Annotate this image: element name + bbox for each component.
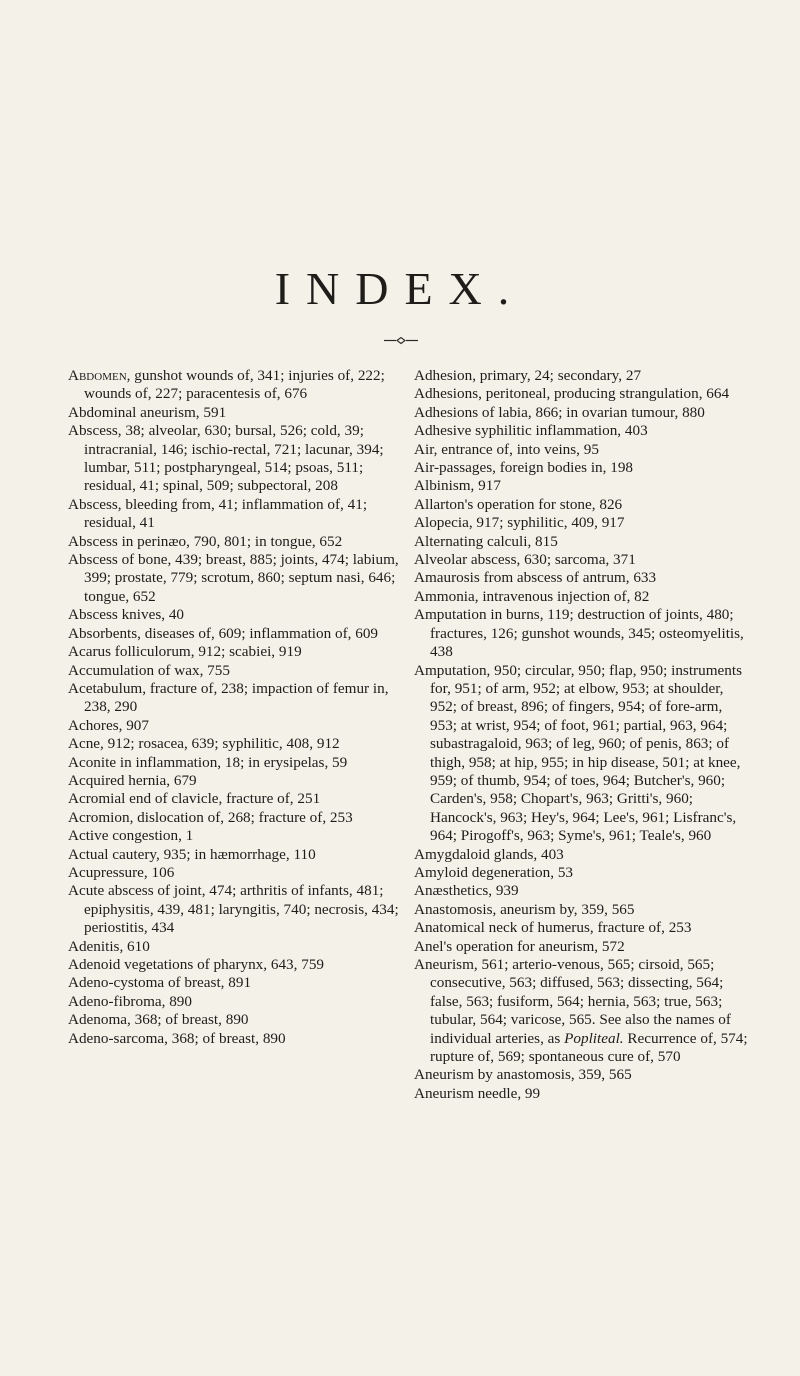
index-entry-text: Anastomosis, aneurism by, 359, 565 [414,900,635,918]
index-entry [68,717,404,735]
index-entry-text: Acupressure, 106 [68,863,175,881]
page-title: INDEX. [274,263,526,314]
index-entry-text: gunshot wounds of, 341; injuries of, 222; wounds of, 227; paracentesis of, 676 [84,367,385,403]
index-column-left [68,367,404,1048]
index-entry-text: Adeno-sarcoma, 368; of breast, 890 [68,1029,286,1047]
index-entry-text: Alternating calculi, 815 [414,532,558,550]
index-entry-text: Absorbents, diseases of, 609; inflammation of, 609 [68,624,379,642]
index-entry-text: Amygdaloid glands, 403 [414,845,564,863]
index-entry-text: Abscess of bone, 439; breast, 885; joints, 474; labium, 399; prostate, 779; scrotum, 860; septum nasi, 646; tongue, 652 [68,551,399,605]
index-entry [68,551,404,606]
index-entry [68,404,404,422]
index-entry [414,864,750,882]
index-entry [414,459,750,477]
index-entry-text: Aneurism, 561; arterio-venous, 565; cirsoid, 565; consecutive, 563; diffused, 563; dissecting, 564; false, 563; fusiform, 564; hernia, 563; true, 563; tubular, 564; varicose, 565. See also the names of individual arteries, as [414,956,731,1047]
index-entry [68,606,404,624]
index-entry [414,1085,750,1103]
index-entry [68,625,404,643]
index-entry-italic: Popliteal. [564,1029,624,1047]
index-entry [68,422,404,496]
index-entry [414,919,750,937]
index-entry-text: Abscess, 38; alveolar, 630; bursal, 526; cold, 39; intracranial, 146; ischio-rectal, 721; lacunar, 394; lumbar, 511; postpharyngeal, 514; psoas, 511; residual, 41; spinal, 509; subpectoral, 208 [68,422,384,495]
index-entry [68,643,404,661]
index-entry [68,882,404,937]
index-entry [414,901,750,919]
index-entry-text: Amaurosis from abscess of antrum, 633 [414,569,657,587]
index-entry-text: Achores, 907 [68,716,149,734]
index-entry [414,533,750,551]
index-entry-text: Abscess, bleeding from, 41; inflammation of, 41; residual, 41 [68,495,368,532]
index-entry [68,1011,404,1029]
index-entry [68,809,404,827]
index-entry [414,606,750,661]
index-entry-text: Amyloid degeneration, 53 [414,863,574,881]
index-entry-text: Adenitis, 610 [68,937,150,955]
index-entry [68,938,404,956]
index-entry-text: Acromial end of clavicle, fracture of, 251 [68,790,321,808]
index-entry-text: Acarus folliculorum, 912; scabiei, 919 [68,643,302,661]
index-entry-text: Adhesions, peritoneal, producing strangulation, 664 [414,385,730,403]
index-entry-text: Acute abscess of joint, 474; arthritis of infants, 481; epiphysitis, 439, 481; laryngitis, 740; necrosis, 434; periostitis, 434 [68,882,399,937]
index-entry [68,367,404,404]
index-entry-text: Amputation, 950; circular, 950; flap, 950; instruments for, 951; of arm, 952; at elbow, 953; at shoulder, 952; of breast, 896; of fingers, 954; of fore-arm, 953; at wrist, 954; of foot, 961; partial, 963, 964; subastragaloid, 963; of leg, 960; of penis, 863; of thigh, 958; at hip, 955; in hip disease, 501; at knee, 959; of thumb, 954; of toes, 964; Butcher's, 960; Carden's, 958; Chopart's, 963; Gritti's, 960; Hancock's, 963; Hey's, 964; Lee's, 961; Lisfranc's, 964; Pirogoff's, 963; Syme's, 961; Teale's, 960 [414,661,742,845]
index-entry [68,827,404,845]
index-entry [414,588,750,606]
index-entry [414,514,750,532]
index-entry-text: Ammonia, intravenous injection of, 82 [414,587,650,605]
index-entry-text: Adeno-fibroma, 890 [68,992,192,1010]
index-entry [414,551,750,569]
index-entry-head: Abdomen, [68,367,131,384]
index-entry [414,1066,750,1084]
index-entry [414,404,750,422]
index-entry [68,1030,404,1048]
index-entry-text: Actual cautery, 935; in hæmorrhage, 110 [68,845,316,863]
index-entry-text: Active congestion, 1 [68,827,194,845]
index-column-right [414,367,750,1103]
index-entry [68,790,404,808]
index-entry-text: Alveolar abscess, 630; sarcoma, 371 [414,551,636,569]
index-entry-text: Acne, 912; rosacea, 639; syphilitic, 408, 912 [68,735,340,753]
index-entry-text: Aneurism needle, 99 [414,1084,541,1102]
index-entry-text: Aneurism by anastomosis, 359, 565 [414,1066,632,1084]
index-entry [414,882,750,900]
index-entry [414,477,750,495]
index-entry-text: Adhesive syphilitic inflammation, 403 [414,422,648,440]
index-entry [68,864,404,882]
index-entry-text: Acquired hernia, 679 [68,771,197,789]
index-entry-text: Albinism, 917 [414,477,501,495]
index-entry [68,772,404,790]
index-entry [68,846,404,864]
index-entry [68,496,404,533]
index-entry [414,938,750,956]
index-entry [68,533,404,551]
index-entry-text: Abdominal aneurism, 591 [68,403,227,421]
index-entry-text: Adhesion, primary, 24; secondary, 27 [414,367,642,384]
index-entry [414,569,750,587]
index-entry-text: Abscess knives, 40 [68,606,185,624]
index-entry [414,662,750,846]
index-entry [68,735,404,753]
index-entry [414,367,750,385]
index-entry-text: Accumulation of wax, 755 [68,661,230,679]
index-entry-text: Alopecia, 917; syphilitic, 409, 917 [414,514,625,532]
index-entry-text: Air, entrance of, into veins, 95 [414,440,599,458]
index-entry [414,385,750,403]
index-entry-text: Anel's operation for aneurism, 572 [414,937,625,955]
index-entry-text: Adenoma, 368; of breast, 890 [68,1011,249,1029]
index-entry-text: Adeno-cystoma of breast, 891 [68,974,252,992]
index-entry-text-continued: Recurrence of, 574; rupture of, 569; spontaneous cure of, 570 [430,1029,748,1066]
index-entry-text: Aconite in inflammation, 18; in erysipelas, 59 [68,753,348,771]
index-entry-text: Anæsthetics, 939 [414,882,519,900]
index-entry [68,680,404,717]
index-entry-text: Acromion, dislocation of, 268; fracture of, 253 [68,808,353,826]
title-ornament [384,336,418,345]
index-entry-text: Air-passages, foreign bodies in, 198 [414,459,634,477]
index-entry-text: Adenoid vegetations of pharynx, 643, 759 [68,956,325,973]
index-entry [414,846,750,864]
index-entry [68,956,404,974]
index-entry [414,441,750,459]
index-entry [68,662,404,680]
index-entry-text: Allarton's operation for stone, 826 [414,495,623,513]
index-entry [68,754,404,772]
index-entry-text: Adhesions of labia, 866; in ovarian tumour, 880 [414,403,705,421]
index-entry [414,422,750,440]
index-entry [68,993,404,1011]
index-entry [414,496,750,514]
index-entry [414,956,750,1066]
index-entry-text: Amputation in burns, 119; destruction of joints, 480; fractures, 126; gunshot wounds, 345; osteomyelitis, 438 [414,606,744,661]
index-entry-text: Anatomical neck of humerus, fracture of, 253 [414,919,692,937]
index-entry [68,974,404,992]
index-entry-text: Acetabulum, fracture of, 238; impaction of femur in, 238, 290 [68,679,389,716]
index-entry-text: Abscess in perinæo, 790, 801; in tongue, 652 [68,532,343,550]
